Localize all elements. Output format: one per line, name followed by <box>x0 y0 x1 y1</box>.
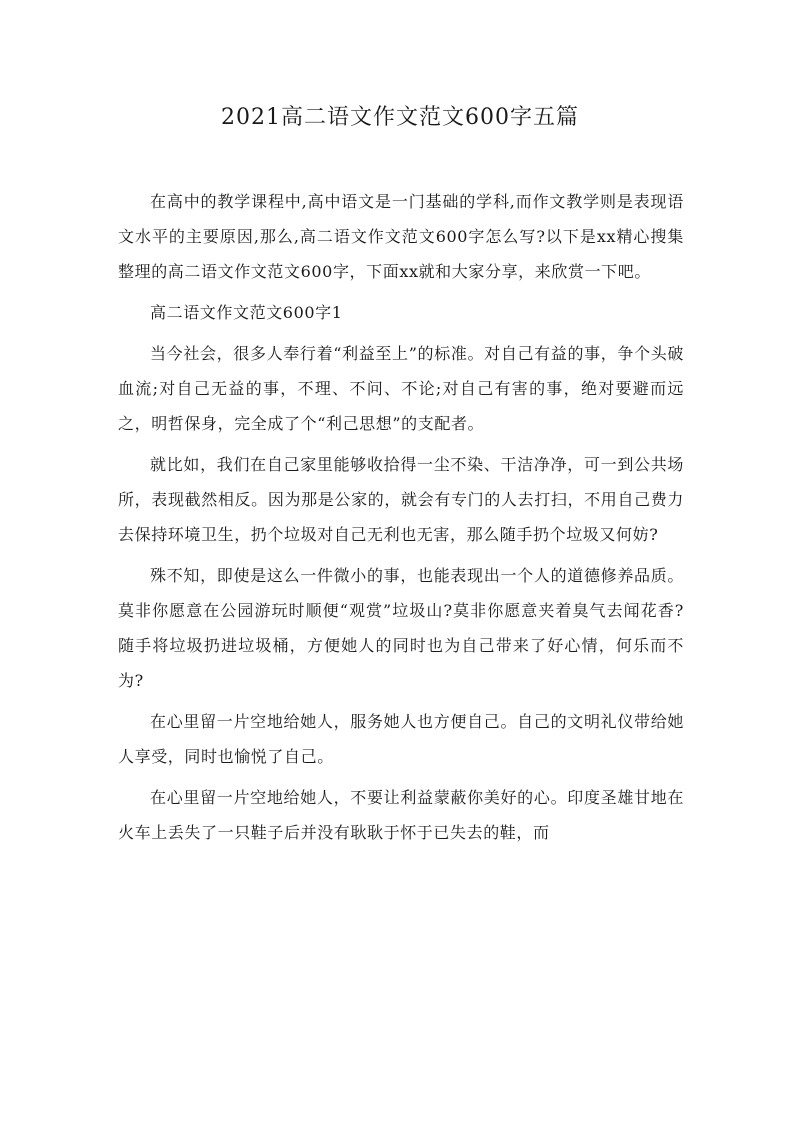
body-paragraph: 就比如，我们在自己家里能够收拾得一尘不染、干洁净净，可一到公共场所，表现截然相反。因为那是公家的，就会有专门的人去打扫，不用自己费力去保持环境卫生，扔个垃圾对自己无利也无害，那么随手扔个垃圾又何妨? <box>118 455 684 544</box>
intro-paragraph: 在高中的教学课程中,高中语文是一门基础的学科,而作文教学则是表现语文水平的主要原因,那么,高二语文作文范文600字怎么写?以下是xx精心搜集整理的高二语文作文范文600字，下面xx就和大家分享，来欣赏一下吧。 <box>118 192 684 281</box>
section-heading: 高二语文作文范文600字1 <box>150 303 343 322</box>
body-paragraph: 在心里留一片空地给她人，不要让利益蒙蔽你美好的心。印度圣雄甘地在火车上丢失了一只鞋子后并没有耿耿于怀于已失去的鞋，而 <box>118 788 684 842</box>
document-body <box>118 184 684 856</box>
document-title: 2021高二语文作文范文600字五篇 <box>221 105 579 130</box>
body-paragraph: 当今社会，很多人奉行着“利益至上”的标准。对自己有益的事，争个头破血流;对自己无益的事，不理、不问、不论;对自己有害的事，绝对要避而远之，明哲保身，完全成了个“利己思想”的支配者。 <box>118 344 684 433</box>
body-paragraph: 在心里留一片空地给她人，服务她人也方便自己。自己的文明礼仪带给她人享受，同时也愉悦了自己。 <box>118 712 684 766</box>
body-paragraph: 殊不知，即使是这么一件微小的事，也能表现出一个人的道德修养品质。莫非你愿意在公园游玩时顺便“观赏”垃圾山?莫非你愿意夹着臭气去闻花香?随手将垃圾扔进垃圾桶，方便她人的同时也为自己带来了好心情，何乐而不为? <box>118 566 684 690</box>
